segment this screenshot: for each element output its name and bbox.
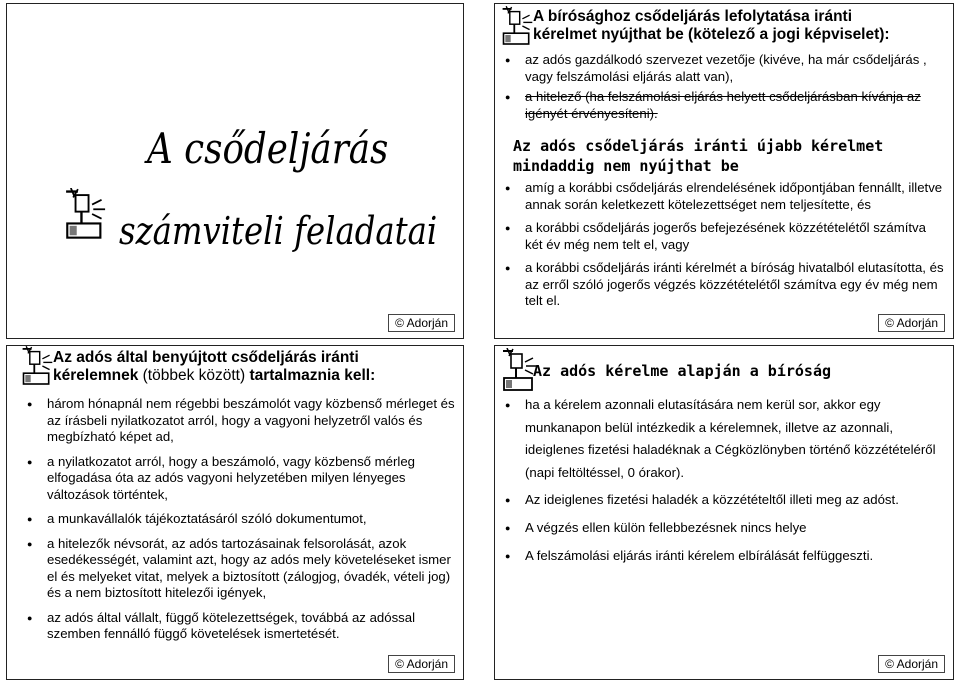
list-item: ● ha a kérelem azonnali elutasítására nem kerül sor, akkor egy munkanapon belül intézkedik a kérelemnek, illetve az azonnali, ideiglenes fizetési haladéknak a Cégközlönyben történő közzétételéről (napi feltöltéssel, 0 órakor). xyxy=(501,394,947,484)
list-item: ● a nyilatkozatot arról, hogy a beszámoló, vagy közbenső mérleg elfogadása óta az adós vagyoni helyzetében milyen lényeges változások történtek, xyxy=(23,454,459,504)
copyright-label: © Adorján xyxy=(388,314,455,332)
list-item: ● a korábbi csődeljárás iránti kérelmét a bíróság hivatalból elutasította, és az erről szóló jogerős végzés közzétételétől számítva egy év még nem telt el. xyxy=(501,260,947,310)
list-item: ● A felszámolási eljárás iránti kérelem elbírálását felfüggeszti. xyxy=(501,548,947,565)
list-item: ● a munkavállalók tájékoztatásáról szóló dokumentumot, xyxy=(23,511,459,528)
copyright-label: © Adorján xyxy=(878,314,945,332)
slide-title-subtitle: számviteli feladatai xyxy=(119,209,438,253)
projector-icon xyxy=(19,346,55,386)
list-item: ● az adós által vállalt, függő kötelezettségek, továbbá az adóssal szemben fennálló függő követelések ismertetését. xyxy=(23,610,459,643)
slide-court-action xyxy=(494,345,954,680)
slide-heading: A bírósághoz csődeljárás lefolytatása iránti kérelmet nyújthat be (kötelező a jogi képviselet): xyxy=(533,8,890,43)
projector-icon xyxy=(61,188,109,240)
slide-heading: Az adós által benyújtott csődeljárás iránti kérelemnek (többek között) tartalmaznia kell: xyxy=(53,349,376,384)
bullet-list xyxy=(501,394,947,565)
copyright-label: © Adorján xyxy=(878,655,945,673)
bullet-list xyxy=(501,52,947,122)
list-item: ● a korábbi csődeljárás jogerős befejezésének közzétételétől számítva két év még nem telt el, vagy xyxy=(501,220,947,253)
list-item: ● három hónapnál nem régebbi beszámolót vagy közbenső mérleget és az írásbeli nyilatkozatot arról, hogy a vagyoni helyzetről valós és megbízható képet ad, xyxy=(23,396,459,446)
slide-title xyxy=(6,3,464,339)
copyright-label: © Adorján xyxy=(388,655,455,673)
list-item: ● Az ideiglenes fizetési haladék a közzétételtől illeti meg az adóst. xyxy=(501,492,947,509)
list-item: ● a hitelezők névsorát, az adós tartozásainak felsorolását, azok esedékességét, valamint azt, hogy az adós mely követeléseket ismer el és melyeket vitat, melyek a biztosított (zálogjog, óvadék, vételi jog) és a nem biztosított hitelezői igények, xyxy=(23,536,459,602)
slide-petition-filers xyxy=(494,3,954,339)
projector-icon xyxy=(499,6,535,46)
list-item: ● amíg a korábbi csődeljárás elrendelésének időpontjában fennállt, illetve annak során keletkezett kötelezettséget nem teljesítette, és xyxy=(501,180,947,213)
slide-heading: Az adós kérelme alapján a bíróság xyxy=(533,362,832,380)
slide-petition-contents xyxy=(6,345,464,680)
slide-subheading: Az adós csődeljárás iránti újabb kérelmet mindaddig nem nyújthat be xyxy=(513,137,884,175)
list-item: ● a hitelező (ha felszámolási eljárás helyett csődeljárásban kívánja az igényét érvényesíteni). xyxy=(501,89,947,122)
bullet-list xyxy=(501,180,947,310)
list-item: ● az adós gazdálkodó szervezet vezetője (kivéve, ha már csődeljárás , vagy felszámolási eljárás alatt van), xyxy=(501,52,947,85)
slide-title-heading: A csődeljárás xyxy=(147,124,389,173)
bullet-list xyxy=(23,396,459,643)
list-item: ● A végzés ellen külön fellebbezésnek nincs helye xyxy=(501,520,947,537)
